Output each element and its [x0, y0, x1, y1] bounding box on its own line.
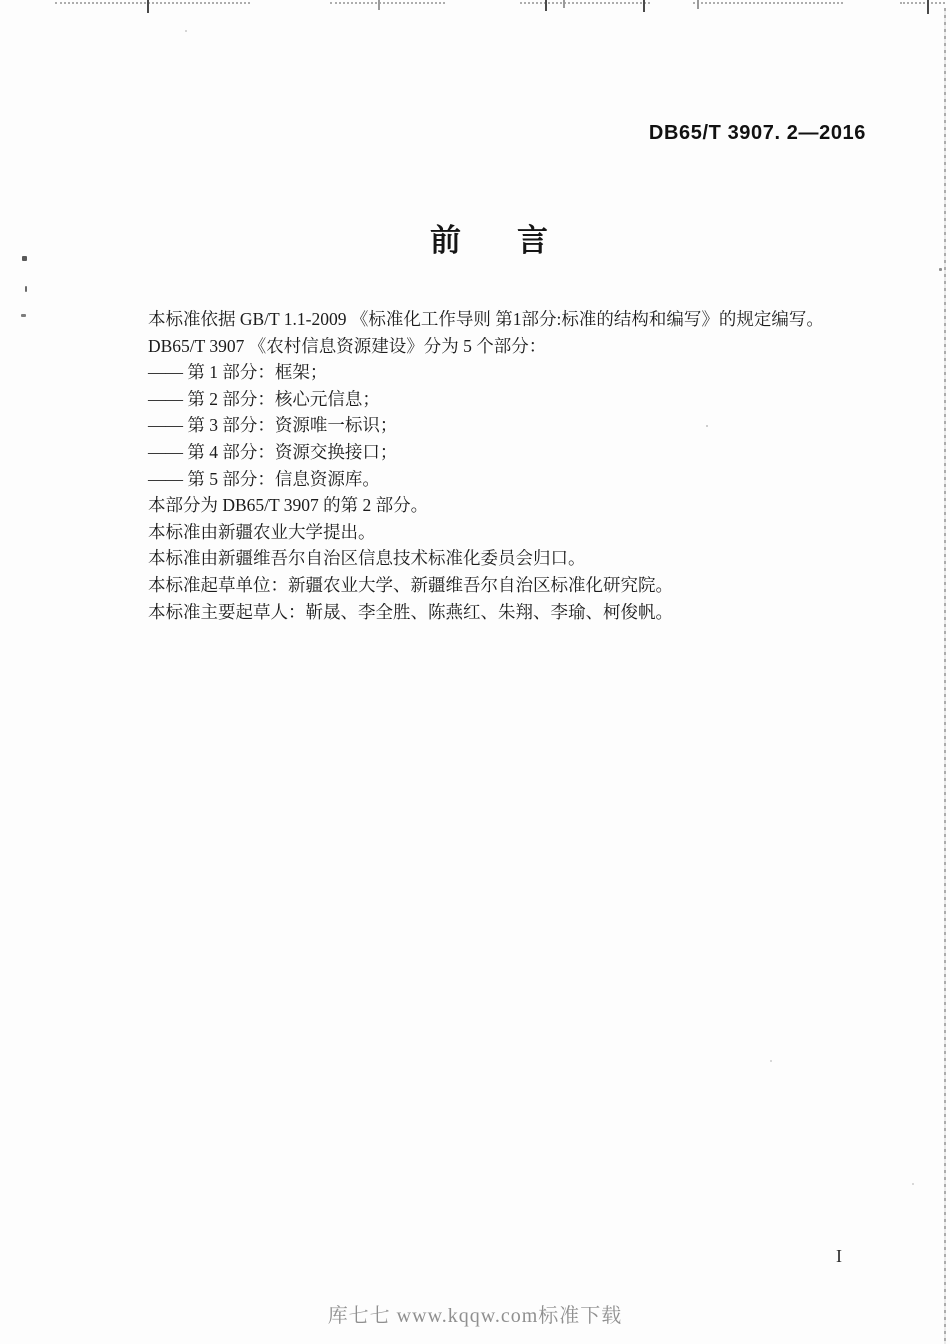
foreword-body — [148, 306, 868, 625]
scan-noise-tick — [697, 0, 699, 9]
body-line: DB65/T 3907 《农村信息资源建设》分为 5 个部分： — [148, 335, 547, 356]
scan-speck — [25, 286, 27, 292]
scan-noise-tick — [563, 0, 565, 8]
body-line: 本标准主要起草人：靳晟、李全胜、陈燕红、朱翔、李瑜、柯俊帆。 — [148, 601, 673, 622]
doc-number: DB65/T 3907. 2—2016 — [648, 122, 866, 144]
title-char-2: 言 — [517, 223, 548, 258]
scan-edge-line — [944, 8, 946, 1344]
page-number: I — [836, 1246, 842, 1266]
body-line: 本部分为 DB65/T 3907 的第 2 部分。 — [148, 495, 429, 516]
watermark: 库七七 www.kqqw.com标准下载 — [327, 1305, 623, 1327]
body-line: 本标准起草单位：新疆农业大学、新疆维吾尔自治区标准化研究院。 — [148, 574, 673, 595]
body-line: —— 第 5 部分：信息资源库。 — [148, 468, 380, 489]
scan-noise-tick — [643, 0, 645, 12]
body-line: —— 第 4 部分：资源交换接口； — [148, 441, 398, 462]
scan-speck — [912, 1183, 914, 1185]
body-line: —— 第 3 部分：资源唯一标识； — [148, 415, 398, 436]
scan-noise-segment — [520, 2, 650, 7]
body-line: —— 第 1 部分：框架； — [148, 362, 328, 383]
scan-speck — [185, 30, 187, 32]
scan-noise-tick — [147, 0, 149, 13]
scan-noise-segment — [330, 2, 445, 7]
scan-speck — [21, 314, 26, 317]
scan-noise-tick — [545, 0, 547, 11]
scan-noise-segment — [55, 2, 250, 7]
body-line: 本标准由新疆农业大学提出。 — [148, 521, 376, 542]
scan-noise-tick — [927, 0, 929, 14]
scan-speck — [770, 1060, 772, 1062]
scan-noise-segment — [693, 2, 843, 7]
scan-noise-segment — [900, 2, 945, 7]
scan-speck — [939, 268, 942, 271]
scan-noise-tick — [378, 0, 380, 10]
body-line: 本标准由新疆维吾尔自治区信息技术标准化委员会归口。 — [148, 548, 586, 569]
body-line: 本标准依据 GB/T 1.1-2009 《标准化工作导则 第1部分:标准的结构和编写》的规定编写。 — [148, 309, 824, 329]
body-line: —— 第 2 部分：核心元信息； — [148, 388, 380, 409]
title-char-1: 前 — [430, 223, 461, 258]
page-title — [14, 215, 950, 260]
